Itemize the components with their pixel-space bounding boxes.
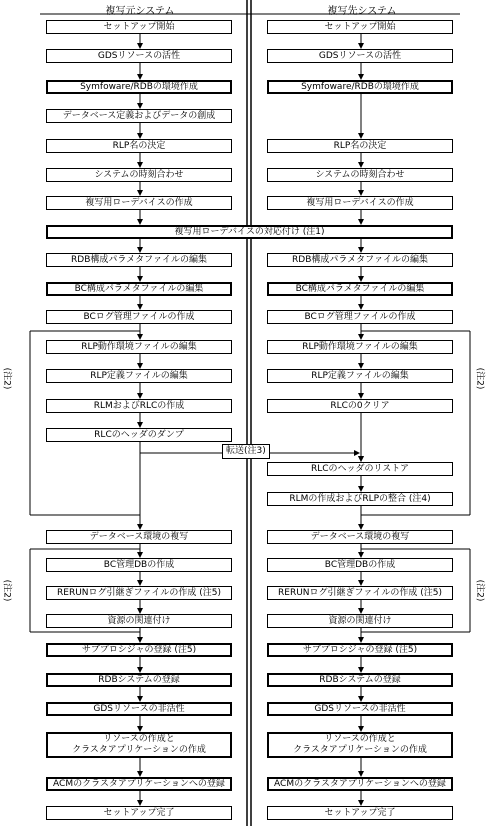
src-resource-link: 資源の関連付け: [46, 614, 232, 628]
src-bc-log: BCログ管理ファイルの作成: [46, 310, 232, 324]
dst-rlp-def: RLP定義ファイルの編集: [267, 369, 453, 383]
note-right-1: (注2): [474, 367, 485, 390]
src-db-define: データベース定義およびデータの創成: [46, 109, 232, 123]
note-left-2: (注2): [1, 579, 12, 602]
src-rlp-def: RLP定義ファイルの編集: [46, 369, 232, 383]
note-right-2: (注2): [474, 579, 485, 602]
dst-rlc-clear: RLCの0クリア: [267, 399, 453, 413]
note-left-1: (注2): [1, 367, 12, 390]
src-gds-activate: GDSリソースの活性: [46, 49, 232, 63]
dst-gds-deactivate: GDSリソースの非活性: [267, 702, 453, 716]
dst-rlp-env: RLP動作環境ファイルの編集: [267, 340, 453, 354]
src-symfoware-env: Symfoware/RDBの環境作成: [46, 80, 232, 94]
dst-time-sync: システムの時刻合わせ: [267, 168, 453, 182]
dst-resource-link: 資源の関連付け: [267, 614, 453, 628]
dst-setup-done: セットアップ完了: [267, 806, 453, 820]
src-rdb-param: RDB構成パラメタファイルの編集: [46, 253, 232, 267]
src-rlp-name: RLP名の決定: [46, 139, 232, 153]
src-setup-done: セットアップ完了: [46, 806, 232, 820]
src-rdb-register: RDBシステムの登録: [46, 673, 232, 687]
src-setup-start: セットアップ開始: [46, 20, 232, 34]
src-rerun-log: RERUNログ引継ぎファイルの作成 (注5): [46, 586, 232, 600]
dst-acm-register: ACMのクラスタアプリケーションへの登録: [267, 777, 453, 791]
dst-symfoware-env: Symfoware/RDBの環境作成: [267, 80, 453, 94]
src-subproc: サブプロシジャの登録 (注5): [46, 643, 232, 657]
src-acm-register: ACMのクラスタアプリケーションへの登録: [46, 777, 232, 791]
src-time-sync: システムの時刻合わせ: [46, 168, 232, 182]
dst-bc-log: BCログ管理ファイルの作成: [267, 310, 453, 324]
dst-rlc-header-restore: RLCのヘッダのリストア: [267, 462, 453, 476]
dst-rdb-param: RDB構成パラメタファイルの編集: [267, 253, 453, 267]
src-db-copy: データベース環境の複写: [46, 530, 232, 544]
source-system-header: 複写元システム: [105, 6, 175, 17]
src-gds-deactivate: GDSリソースの非活性: [46, 702, 232, 716]
transfer-label: 転送(注3): [222, 444, 270, 459]
src-bc-mgmt-db: BC管理DBの作成: [46, 558, 232, 572]
dst-rlm-rlp-align: RLMの作成およびRLPの整合 (注4): [267, 492, 453, 506]
dst-rdb-register: RDBシステムの登録: [267, 673, 453, 687]
dst-copy-device: 複写用ローデバイスの作成: [267, 196, 453, 210]
dst-rlp-name: RLP名の決定: [267, 139, 453, 153]
target-system-header: 複写先システム: [327, 6, 397, 17]
dst-resource-cluster: リソースの作成と クラスタアプリケーションの作成: [267, 732, 453, 758]
src-copy-device: 複写用ローデバイスの作成: [46, 196, 232, 210]
device-map: 複写用ローデバイスの対応付け (注1): [46, 225, 453, 239]
src-resource-cluster: リソースの作成と クラスタアプリケーションの作成: [46, 732, 232, 758]
src-bc-param: BC構成パラメタファイルの編集: [46, 282, 232, 296]
src-rlc-header-dump: RLCのヘッダのダンプ: [46, 428, 232, 442]
dst-bc-param: BC構成パラメタファイルの編集: [267, 282, 453, 296]
src-rlp-env: RLP動作環境ファイルの編集: [46, 340, 232, 354]
src-rlm-rlc: RLMおよびRLCの作成: [46, 399, 232, 413]
dst-subproc: サブプロシジャの登録 (注5): [267, 643, 453, 657]
dst-bc-mgmt-db: BC管理DBの作成: [267, 558, 453, 572]
dst-db-copy: データベース環境の複写: [267, 530, 453, 544]
dst-gds-activate: GDSリソースの活性: [267, 49, 453, 63]
dst-rerun-log: RERUNログ引継ぎファイルの作成 (注5): [267, 586, 453, 600]
dst-setup-start: セットアップ開始: [267, 20, 453, 34]
